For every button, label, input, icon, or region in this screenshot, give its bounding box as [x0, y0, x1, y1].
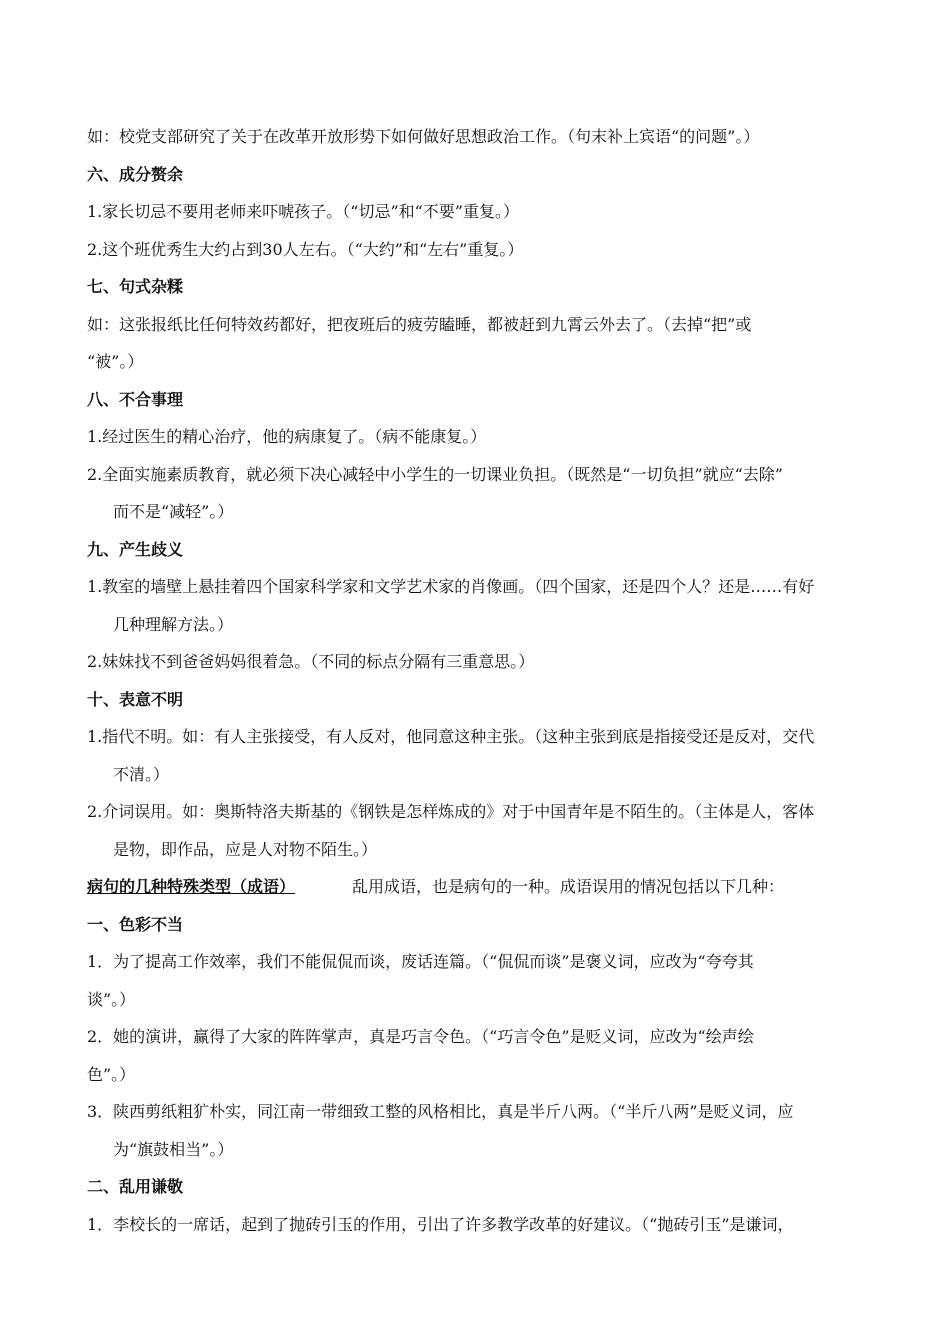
special-section-title: 病句的几种特殊类型（成语） — [87, 877, 296, 896]
text-line: 2.全面实施素质教育，就必须下决心减轻中小学生的一切课业负担。（既然是“一切负担”就应“去除” — [87, 464, 783, 484]
section-heading: 十、表意不明 — [87, 689, 184, 709]
text-line: 1.经过医生的精心治疗，他的病康复了。（病不能康复。） — [87, 427, 487, 446]
special-section-line — [87, 868, 857, 906]
text-line-continued: 而不是“减轻”。） — [113, 502, 234, 521]
text-line: 1．李校长的一席话，起到了抛砖引玉的作用，引出了许多教学改革的好建议。（“抛砖引玉”是谦词， — [87, 1214, 794, 1234]
text-line: 谈”。） — [87, 989, 136, 1009]
text-line: 1.教室的墙壁上悬挂着四个国家科学家和文学艺术家的肖像画。（四个国家，还是四个人？还是……有好 — [87, 577, 815, 596]
text-line: “被”。） — [87, 352, 144, 371]
document-page — [87, 118, 857, 1243]
section-heading: 七、句式杂糅 — [87, 277, 184, 296]
section-heading: 一、色彩不当 — [87, 914, 184, 934]
text-line: 2．她的演讲，赢得了大家的阵阵掌声，真是巧言令色。（“巧言令色”是贬义词，应改为“绘声绘 — [87, 1027, 754, 1046]
section-heading: 八、不合事理 — [87, 389, 184, 409]
text-line: 1.家长切忌不要用老师来吓唬孩子。（“切忌”和“不要”重复。） — [87, 202, 519, 221]
text-line: 2.介词误用。如：奥斯特洛夫斯基的《钢铁是怎样炼成的》对于中国青年是不陌生的。（主体是人，客体 — [87, 802, 815, 821]
text-line: 2.这个班优秀生大约占到30人左右。（“大约”和“左右”重复。） — [87, 239, 524, 259]
text-line: 3．陕西剪纸粗犷朴实，同江南一带细致工整的风格相比，真是半斤八两。（“半斤八两”是贬义词，应 — [87, 1102, 794, 1121]
text-line-continued: 为“旗鼓相当”。） — [113, 1139, 234, 1159]
text-line-continued: 几种理解方法。） — [113, 614, 234, 634]
section-heading: 二、乱用谦敬 — [87, 1177, 184, 1196]
section-heading: 六、成分赘余 — [87, 164, 184, 184]
text-line: 如：校党支部研究了关于在改革开放形势下如何做好思想政治工作。（句末补上宾语“的问题”。） — [87, 127, 760, 146]
text-line: 色”。） — [87, 1064, 136, 1084]
text-line: 如：这张报纸比任何特效药都好，把夜班后的疲劳瞌睡，都被赶到九霄云外去了。（去掉“把”或 — [87, 314, 752, 334]
text-line: 1.指代不明。如：有人主张接受，有人反对，他同意这种主张。（这种主张到底是指接受还是反对，交代 — [87, 727, 815, 746]
section-heading: 九、产生歧义 — [87, 539, 184, 559]
text-line: 1．为了提高工作效率，我们不能侃侃而谈，废话连篇。（“侃侃而谈”是褒义词，应改为“夸夸其 — [87, 952, 754, 971]
text-line-continued: 是物，即作品，应是人对物不陌生。） — [113, 839, 378, 859]
text-line-continued: 不清。） — [113, 764, 170, 784]
special-section-intro: 乱用成语，也是病句的一种。成语误用的情况包括以下几种： — [352, 877, 785, 896]
text-line: 2.妹妹找不到爸爸妈妈很着急。（不同的标点分隔有三重意思。） — [87, 652, 535, 671]
